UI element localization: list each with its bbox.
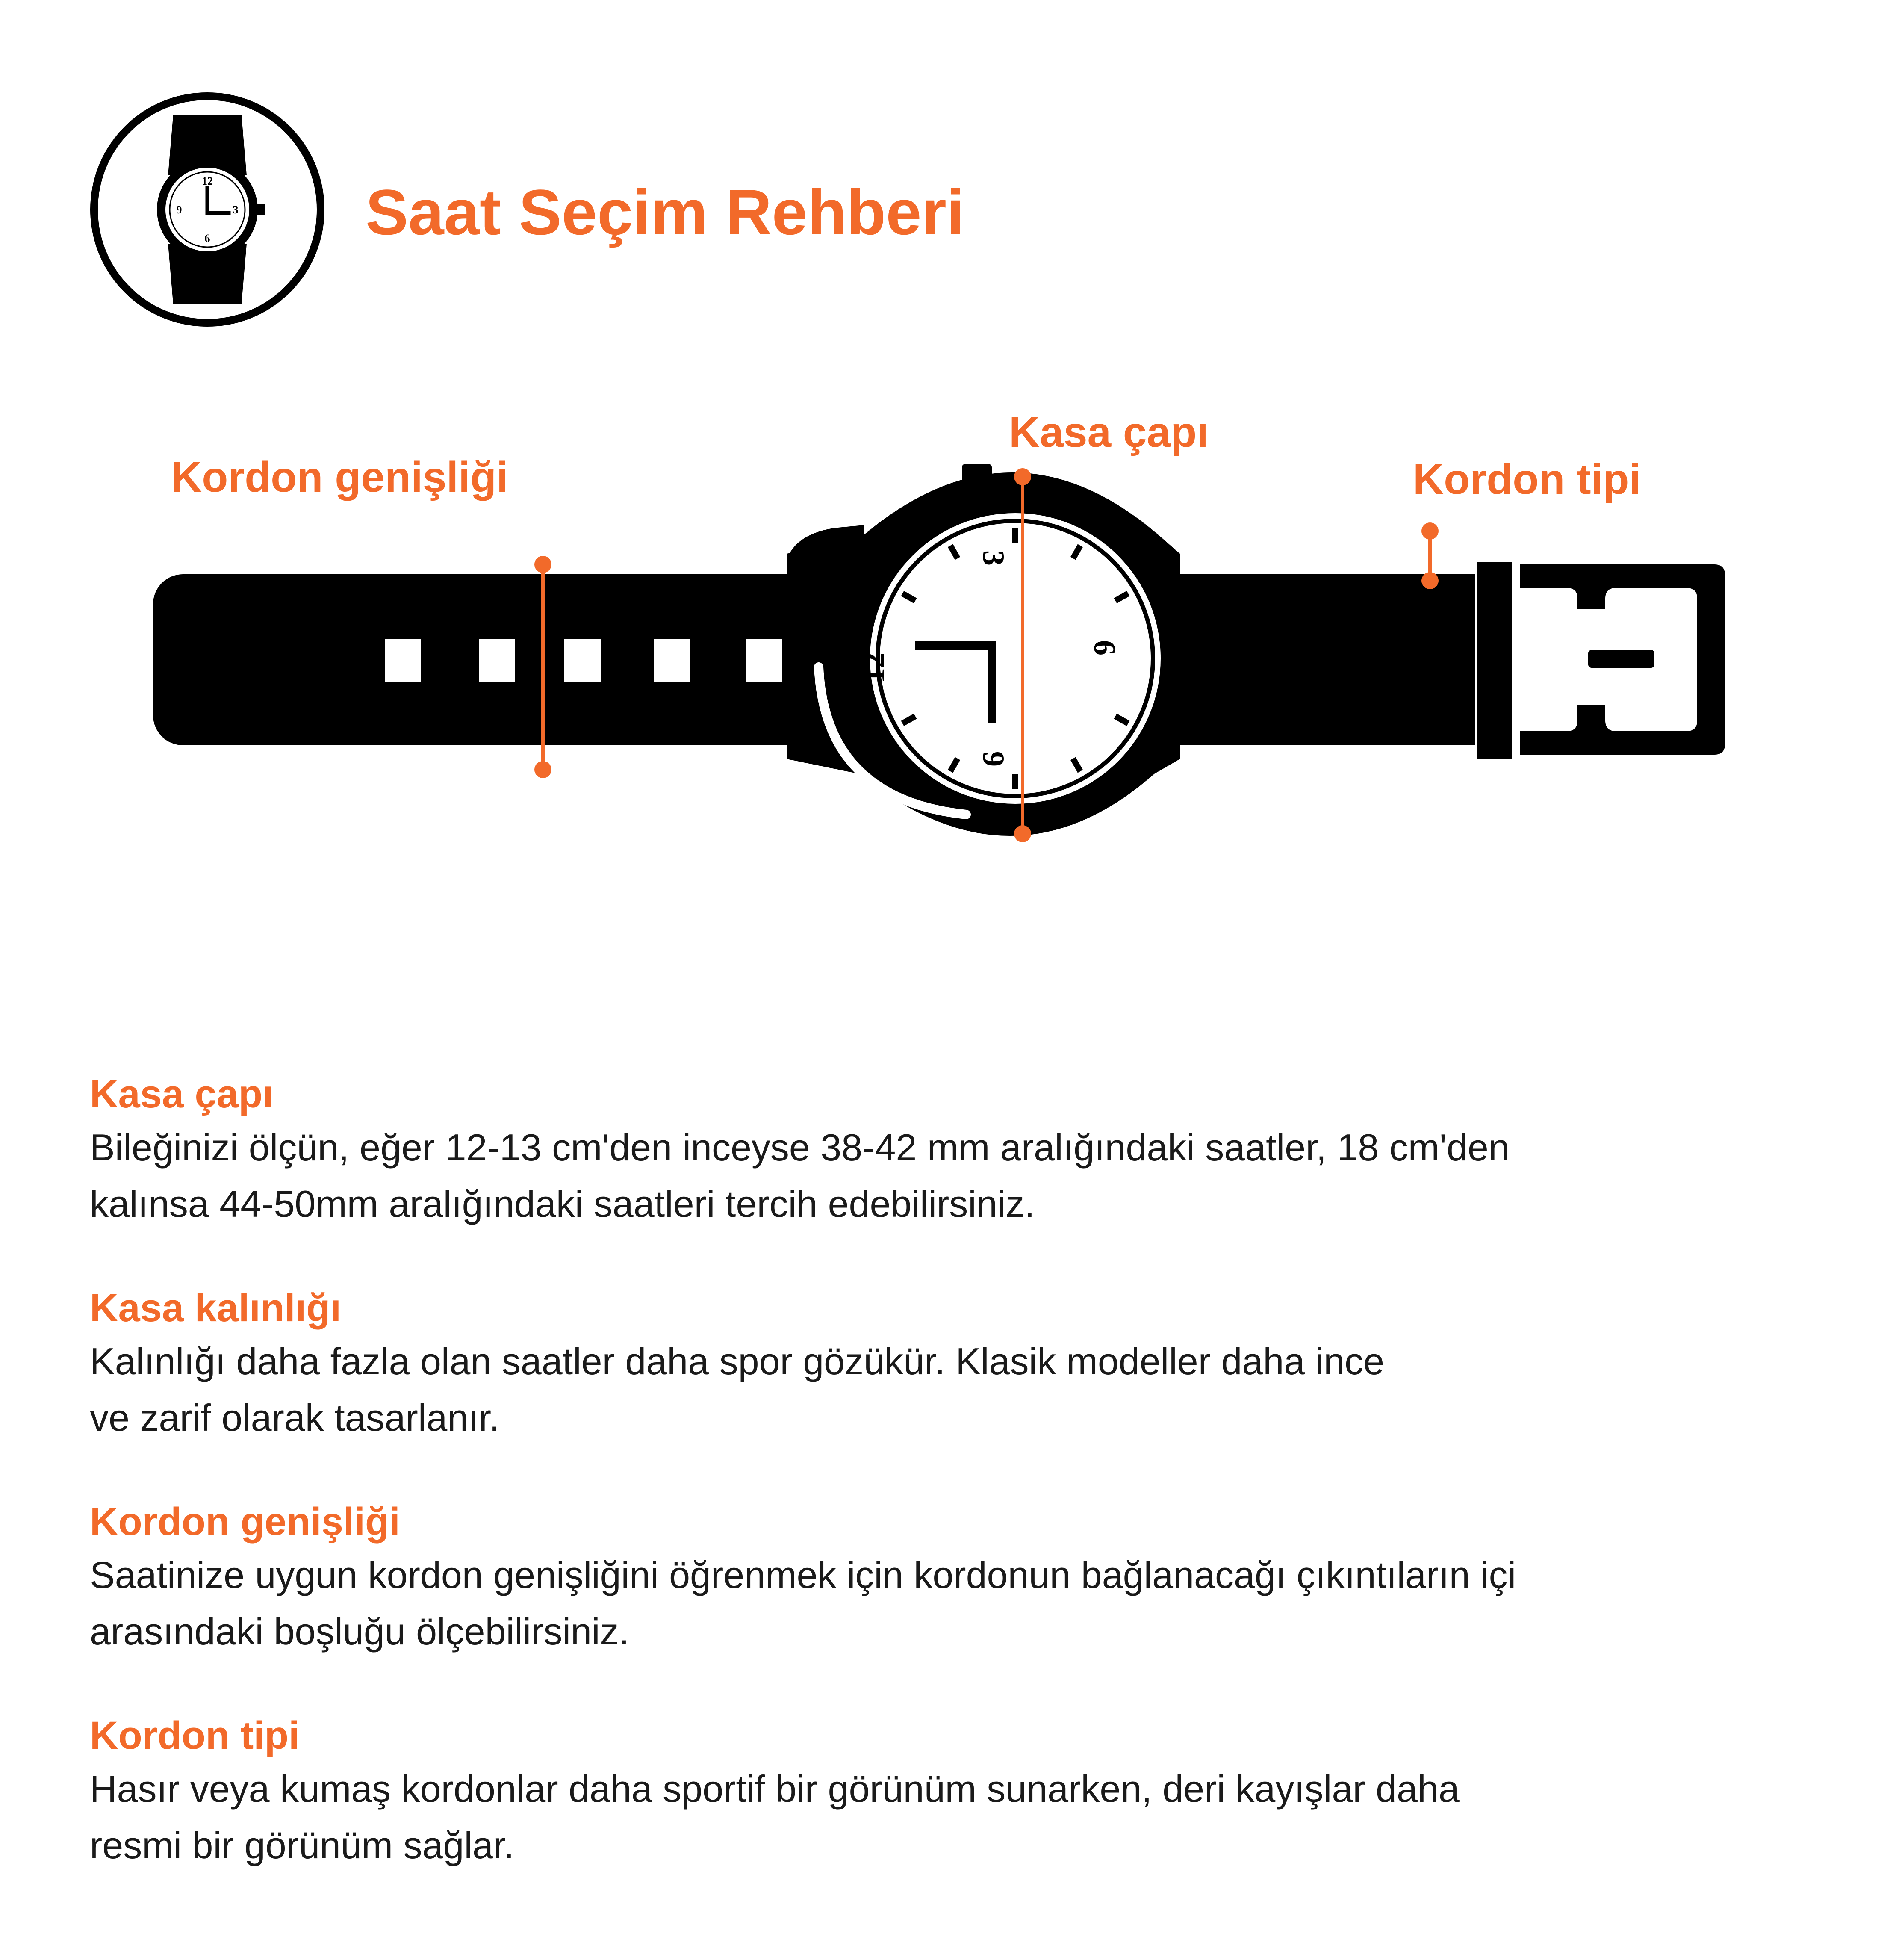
section-heading: Kasa çapı <box>90 1072 274 1116</box>
logo-dial-9: 9 <box>176 204 182 216</box>
logo-dial-6: 6 <box>204 232 210 245</box>
dial-3: 3 <box>976 550 1011 566</box>
page-title: Saat Seçim Rehberi <box>366 176 964 248</box>
section-case-thickness <box>90 1283 1821 1446</box>
label-strap-type: Kordon tipi <box>1413 455 1641 503</box>
section-line: Saatinize uygun kordon genişliğini öğrenmek için kordonun bağlanacağı çıkıntıların içi <box>90 1554 1516 1596</box>
strap-keeper <box>1477 562 1512 759</box>
strap-type-marker <box>1421 522 1439 589</box>
dial-6: 6 <box>1088 640 1122 655</box>
wristwatch-logo-icon <box>88 90 327 329</box>
section-line: kalınsa 44-50mm aralığındaki saatleri tercih edebilirsiniz. <box>90 1183 1035 1225</box>
dial-9: 9 <box>976 751 1011 767</box>
guide-sections <box>90 1069 1821 1924</box>
section-strap-width <box>90 1497 1821 1660</box>
section-heading: Kasa kalınlığı <box>90 1286 342 1330</box>
label-strap-width: Kordon genişliği <box>171 453 508 501</box>
watch-face <box>870 513 1161 804</box>
section-heading: Kordon genişliği <box>90 1500 400 1544</box>
logo-dial-3: 3 <box>233 204 239 216</box>
label-case-diameter: Kasa çapı <box>1009 408 1209 456</box>
watch-case <box>787 525 864 576</box>
buckle-prong <box>1588 650 1654 668</box>
logo-dial-12: 12 <box>202 175 213 187</box>
section-line: arasındaki boşluğu ölçebilirsiniz. <box>90 1610 629 1653</box>
section-line: resmi bir görünüm sağlar. <box>90 1824 514 1866</box>
watch-diagram <box>0 406 1890 885</box>
section-line: Bileğinizi ölçün, eğer 12-13 cm'den inceyse 38-42 mm aralığındaki saatler, 18 cm'den <box>90 1126 1510 1169</box>
section-case-diameter <box>90 1069 1821 1232</box>
section-line: Hasır veya kumaş kordonlar daha sportif bir görünüm sunarken, deri kayışlar daha <box>90 1768 1460 1810</box>
section-heading: Kordon tipi <box>90 1714 300 1757</box>
section-strap-type <box>90 1710 1821 1874</box>
dial-12: 12 <box>857 652 891 683</box>
section-line: ve zarif olarak tasarlanır. <box>90 1396 500 1439</box>
section-line: Kalınlığı daha fazla olan saatler daha spor gözükür. Klasik modeller daha ince <box>90 1340 1385 1382</box>
